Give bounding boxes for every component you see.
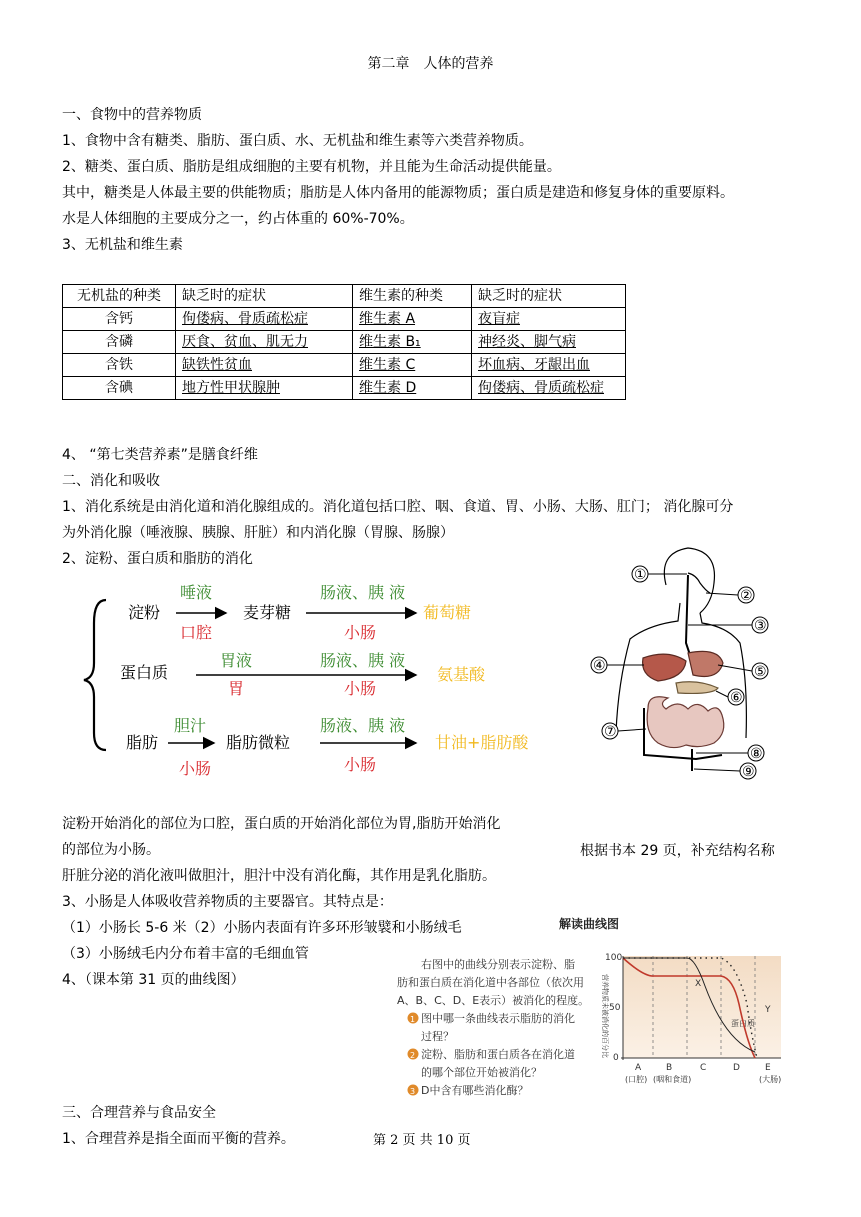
structure-label-4: ④ [593, 658, 606, 674]
curve-figure-desc: 右图中的曲线分别表示淀粉、脂 [421, 958, 575, 971]
table-cell: 含磷 [63, 331, 176, 354]
paragraph: 为外消化腺（唾液腺、胰腺、肝脏）和内消化腺（胃腺、肠腺） [62, 525, 454, 541]
structure-label-1: ① [634, 567, 647, 583]
table-cell: 地方性甲状腺肿 [176, 377, 353, 400]
table-cell: 维生素 D [353, 377, 472, 400]
intestinal-juice-label: 肠液、胰 液 [320, 651, 406, 670]
small-intestine-label: 小肠 [179, 759, 212, 778]
paragraph: 水是人体细胞的主要成分之一，约占体重的 60%-70%。 [62, 211, 414, 227]
fat-label: 脂肪 [126, 733, 159, 752]
table-cell: 维生素 C [353, 354, 472, 377]
x-sub-label: (大肠) [759, 1075, 782, 1084]
esophagus [686, 575, 690, 655]
x-tick-label: B [666, 1063, 673, 1073]
small-intestine [647, 697, 724, 748]
digestive-system-figure [588, 543, 778, 781]
question-number: 3 [410, 1087, 416, 1096]
y-tick-label: 100 [605, 953, 623, 963]
structure-label-8: ⑧ [750, 746, 763, 762]
x-tick-label: A [635, 1063, 642, 1073]
saliva-label: 唾液 [180, 583, 213, 602]
structure-label-2: ② [740, 588, 753, 604]
small-intestine-label: 小肠 [344, 623, 377, 642]
protein-curve-label: 蛋白质 [731, 1019, 755, 1028]
paragraph: 4、（课本第 31 页的曲线图） [62, 972, 245, 988]
section2-heading: 二、消化和吸收 [62, 473, 160, 489]
small-intestine-label: 小肠 [344, 679, 377, 698]
table-cell: 含碘 [63, 377, 176, 400]
table-cell: 佝偻病、骨质疏松症 [472, 377, 626, 400]
paragraph: 1、食物中含有糖类、脂肪、蛋白质、水、无机盐和维生素等六类营养物质。 [62, 133, 533, 149]
structure-label-6: ⑥ [730, 690, 743, 706]
curve-figure-desc: 肪和蛋白质在消化道中各部位（依次用 [397, 976, 584, 989]
curve-question: 的哪个部位开始被消化？ [421, 1066, 542, 1079]
curve-y-label: Y [765, 1005, 771, 1015]
glucose-label: 葡萄糖 [423, 603, 472, 622]
paragraph: （1）小肠长 5-6 米（2）小肠内表面有许多环形皱襞和小肠绒毛 [62, 920, 462, 936]
y-tick-label: 0 [613, 1053, 619, 1063]
y-tick-label: 50 [609, 1003, 621, 1013]
curve-question: 图中哪一条曲线表示脂肪的消化 [421, 1012, 575, 1025]
intestinal-juice-label: 肠液、胰 液 [320, 716, 406, 735]
curve-figure-desc: A、B、C、D、E表示）被消化的程度。 [397, 994, 590, 1007]
intestinal-juice-label: 肠液、胰 液 [320, 583, 406, 602]
table-cell: 维生素 B₁ [353, 331, 472, 354]
table-header: 维生素的种类 [353, 285, 472, 308]
small-intestine-label: 小肠 [344, 755, 377, 774]
table-header: 无机盐的种类 [63, 285, 176, 308]
paragraph: （3）小肠绒毛内分布着丰富的毛细血管 [62, 946, 309, 962]
mouth-outline [688, 573, 710, 593]
glycerol-label: 甘油+脂肪酸 [435, 733, 529, 752]
stomach-label: 胃 [228, 679, 245, 698]
table-cell: 缺铁性贫血 [176, 354, 353, 377]
table-header: 缺乏时的症状 [176, 285, 353, 308]
question-number: 2 [410, 1051, 416, 1060]
structure-label-7: ⑦ [604, 724, 617, 740]
minerals-vitamins-table [62, 284, 626, 400]
table-cell: 厌食、贫血、肌无力 [176, 331, 353, 354]
table-header-row [63, 285, 626, 308]
amino-acid-label: 氨基酸 [437, 665, 486, 684]
curve-question: 淀粉、脂肪和蛋白质各在消化道 [421, 1048, 575, 1061]
paragraph: 3、无机盐和维生素 [62, 237, 183, 253]
digestion-diagram [80, 578, 550, 788]
maltose-label: 麦芽糖 [243, 603, 292, 622]
liver [643, 654, 686, 681]
head-outline [664, 548, 714, 613]
section3-heading: 三、合理营养与食品安全 [62, 1105, 216, 1121]
paragraph: 1、消化系统是由消化道和消化腺组成的。消化道包括口腔、咽、食道、胃、小肠、大肠、肛门； 消化腺可分 [62, 499, 734, 515]
curve-figure-heading: 解读曲线图 [559, 917, 620, 931]
structure-label-3: ③ [754, 618, 767, 634]
structure-label-9: ⑨ [742, 764, 755, 780]
pancreas [676, 682, 718, 694]
page-title: 第二章 人体的营养 [367, 56, 494, 72]
x-tick-label: D [733, 1063, 740, 1073]
table-header: 缺乏时的症状 [472, 285, 626, 308]
mouth-label: 口腔 [180, 623, 213, 642]
curve-question: 过程？ [421, 1030, 454, 1043]
curve-question: D中含有哪些消化酶？ [421, 1084, 529, 1097]
x-sub-label: (口腔) [625, 1075, 648, 1084]
question-number: 1 [410, 1015, 416, 1024]
table-cell: 佝偻病、骨质疏松症 [176, 308, 353, 331]
table-cell: 神经炎、脚气病 [472, 331, 626, 354]
stomach-shape [688, 651, 723, 676]
paragraph: 其中，糖类是人体最主要的供能物质；脂肪是人体内备用的能源物质；蛋白质是建造和修复身体的重要原料。 [62, 185, 734, 201]
paragraph: 1、合理营养是指全面而平衡的营养。 [62, 1131, 295, 1147]
plot-area [623, 956, 781, 1058]
x-tick-label: E [765, 1063, 771, 1073]
table-cell: 坏血病、牙龈出血 [472, 354, 626, 377]
book-reference-note: 根据书本 29 页，补充结构名称 [580, 843, 775, 859]
starch-label: 淀粉 [128, 603, 161, 622]
paragraph: 4、 “第七类营养素”是膳食纤维 [62, 447, 258, 463]
paragraph: 的部位为小肠。 [62, 842, 160, 858]
paragraph: 淀粉开始消化的部位为口腔，蛋白质的开始消化部位为胃,脂肪开始消化 [62, 816, 501, 832]
y-axis-label: 营养物质未被消化的百分比 [601, 974, 609, 1058]
brace [84, 600, 106, 750]
table-row [63, 308, 626, 331]
structure-label-5: ⑤ [754, 664, 767, 680]
paragraph: 肝脏分泌的消化液叫做胆汁，胆汁中没有消化酶，其作用是乳化脂肪。 [62, 868, 496, 884]
section1-heading: 一、食物中的营养物质 [62, 107, 202, 123]
table-row [63, 331, 626, 354]
digestion-curve-figure [395, 914, 790, 1104]
x-tick-label: C [700, 1063, 707, 1073]
table-cell: 含钙 [63, 308, 176, 331]
page-footer: 第 2 页 共 10 页 [373, 1133, 471, 1148]
gastric-juice-label: 胃液 [220, 651, 253, 670]
fat-particle-label: 脂肪微粒 [226, 733, 291, 752]
table-row [63, 377, 626, 400]
paragraph: 2、糖类、蛋白质、脂肪是组成细胞的主要有机物，并且能为生命活动提供能量。 [62, 159, 561, 175]
curve-x-label: X [695, 979, 702, 989]
protein-label: 蛋白质 [120, 663, 169, 682]
table-row [63, 354, 626, 377]
table-cell: 维生素 A [353, 308, 472, 331]
table-cell: 夜盲症 [472, 308, 626, 331]
table-cell: 含铁 [63, 354, 176, 377]
x-sub-label: (咽和食道) [653, 1075, 692, 1084]
paragraph: 2、淀粉、蛋白质和脂肪的消化 [62, 551, 253, 567]
paragraph: 3、小肠是人体吸收营养物质的主要器官。其特点是： [62, 894, 393, 910]
bile-label: 胆汁 [174, 716, 207, 735]
